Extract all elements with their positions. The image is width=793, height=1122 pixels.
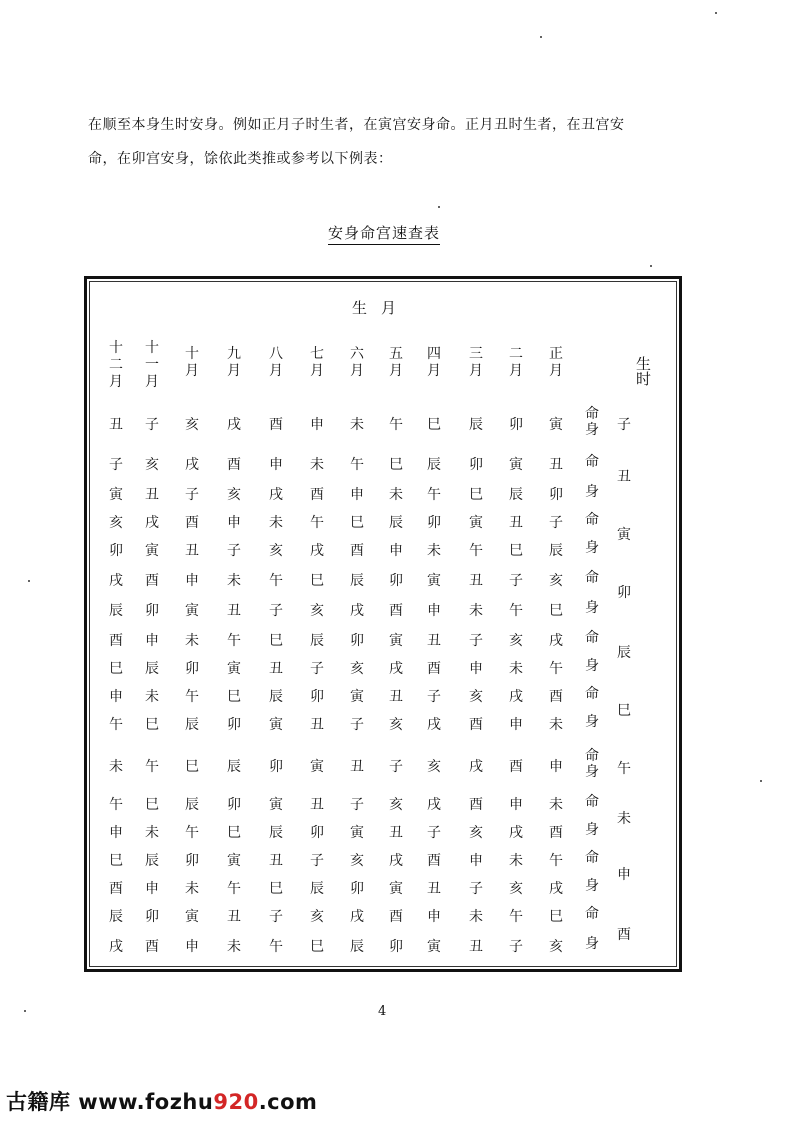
grid-cell: 子 [427,689,441,705]
grid-cell: 未 [109,759,123,775]
grid-cell: 午 [509,909,523,925]
grid-cell: 亥 [509,881,523,897]
grid-cell: 亥 [469,689,483,705]
scan-speck [438,206,440,208]
grid-cell: 丑 [185,543,199,559]
grid-cell: 辰 [310,881,324,897]
grid-cell: 申 [109,689,123,705]
grid-cell: 未 [509,853,523,869]
grid-cell: 亥 [549,573,563,589]
grid-cell: 辰 [145,853,159,869]
grid-cell: 卯 [227,717,241,733]
grid-cell: 巳 [427,417,441,433]
grid-cell: 寅 [185,909,199,925]
grid-cell: 辰 [469,417,483,433]
grid-cell: 辰 [269,825,283,841]
grid-cell: 子 [227,543,241,559]
grid-cell: 寅 [389,881,403,897]
grid-cell: 戌 [389,853,403,869]
grid-cell: 卯 [509,417,523,433]
grid-cell: 午 [185,689,199,705]
grid-cell: 申 [109,825,123,841]
grid-cell: 午 [145,759,159,775]
grid-cell: 申 [185,573,199,589]
grid-cell: 子 [310,661,324,677]
grid-cell: 未 [350,417,364,433]
grid-cell: 丑 [389,689,403,705]
month-header: 十 二 月 [109,340,123,390]
ming-shen-tag: 命 [585,454,599,470]
grid-cell: 辰 [509,487,523,503]
grid-cell: 寅 [109,487,123,503]
grid-cell: 巳 [350,515,364,531]
grid-cell: 子 [269,603,283,619]
grid-cell: 寅 [227,661,241,677]
grid-cell: 午 [227,633,241,649]
grid-cell: 酉 [185,515,199,531]
grid-cell: 丑 [549,457,563,473]
grid-cell: 丑 [109,417,123,433]
grid-cell: 巳 [389,457,403,473]
header-birth-month: 生月 [352,299,411,317]
watermark-suffix: .com [258,1090,318,1114]
grid-cell: 亥 [269,543,283,559]
grid-cell: 申 [427,909,441,925]
grid-cell: 巳 [185,759,199,775]
scan-speck [715,12,717,14]
grid-cell: 巳 [469,487,483,503]
grid-cell: 寅 [145,543,159,559]
grid-cell: 子 [549,515,563,531]
grid-cell: 卯 [389,573,403,589]
grid-cell: 戌 [549,881,563,897]
grid-cell: 卯 [389,939,403,955]
grid-cell: 卯 [310,689,324,705]
grid-cell: 酉 [310,487,324,503]
ming-shen-tag: 身 [585,878,599,894]
ming-shen-tag: 命 [585,906,599,922]
grid-cell: 午 [227,881,241,897]
grid-cell: 酉 [227,457,241,473]
ming-shen-tag: 命 [585,630,599,646]
grid-cell: 戌 [389,661,403,677]
grid-cell: 寅 [509,457,523,473]
grid-cell: 午 [310,515,324,531]
grid-cell: 卯 [350,633,364,649]
grid-cell: 卯 [269,759,283,775]
grid-cell: 辰 [109,603,123,619]
grid-cell: 亥 [389,797,403,813]
grid-cell: 寅 [350,689,364,705]
grid-cell: 未 [145,825,159,841]
grid-cell: 酉 [389,603,403,619]
page-number: 4 [378,1004,387,1019]
grid-cell: 午 [269,939,283,955]
ming-shen-tag: 命 [585,686,599,702]
grid-cell: 申 [509,797,523,813]
grid-cell: 戌 [469,759,483,775]
grid-cell: 未 [549,797,563,813]
month-header: 十 月 [185,346,199,379]
grid-cell: 午 [549,853,563,869]
grid-cell: 巳 [109,853,123,869]
grid-cell: 子 [509,573,523,589]
grid-cell: 戌 [427,717,441,733]
grid-cell: 辰 [389,515,403,531]
grid-cell: 戌 [310,543,324,559]
grid-cell: 戌 [350,909,364,925]
hour-label: 申 [617,867,631,883]
scan-speck [540,36,542,38]
grid-cell: 寅 [310,759,324,775]
grid-cell: 子 [389,759,403,775]
grid-cell: 亥 [310,603,324,619]
grid-cell: 申 [469,853,483,869]
grid-cell: 丑 [469,573,483,589]
ming-shen-tag: 命 [585,570,599,586]
ming-shen-tag: 命 身 [585,406,599,438]
grid-cell: 戌 [549,633,563,649]
grid-cell: 未 [185,881,199,897]
grid-cell: 寅 [427,573,441,589]
grid-cell: 戌 [145,515,159,531]
grid-cell: 巳 [269,881,283,897]
grid-cell: 申 [227,515,241,531]
grid-cell: 午 [109,717,123,733]
grid-cell: 酉 [109,633,123,649]
grid-cell: 辰 [145,661,159,677]
grid-cell: 子 [509,939,523,955]
grid-cell: 未 [310,457,324,473]
grid-cell: 酉 [145,573,159,589]
month-header: 正 月 [549,346,563,379]
grid-cell: 丑 [350,759,364,775]
grid-cell: 戌 [109,573,123,589]
grid-cell: 丑 [227,603,241,619]
grid-cell: 申 [350,487,364,503]
scan-speck [760,780,762,782]
grid-cell: 丑 [310,717,324,733]
grid-cell: 午 [109,797,123,813]
grid-cell: 辰 [227,759,241,775]
grid-cell: 午 [269,573,283,589]
month-header: 九 月 [227,346,241,379]
grid-cell: 未 [427,543,441,559]
grid-cell: 卯 [227,797,241,813]
grid-cell: 卯 [549,487,563,503]
grid-cell: 未 [469,603,483,619]
grid-cell: 未 [185,633,199,649]
grid-cell: 未 [227,573,241,589]
hour-label: 卯 [617,585,631,601]
grid-cell: 辰 [109,909,123,925]
grid-cell: 丑 [509,515,523,531]
grid-cell: 未 [145,689,159,705]
grid-cell: 申 [145,633,159,649]
grid-cell: 辰 [427,457,441,473]
grid-cell: 午 [549,661,563,677]
grid-cell: 巳 [310,939,324,955]
month-header: 四 月 [427,346,441,379]
grid-cell: 丑 [427,633,441,649]
grid-cell: 寅 [389,633,403,649]
grid-cell: 子 [350,717,364,733]
grid-cell: 寅 [185,603,199,619]
grid-cell: 丑 [145,487,159,503]
grid-cell: 戌 [185,457,199,473]
grid-cell: 午 [185,825,199,841]
ming-shen-tag: 命 [585,512,599,528]
grid-cell: 午 [427,487,441,503]
grid-cell: 丑 [427,881,441,897]
grid-cell: 戌 [269,487,283,503]
grid-cell: 酉 [109,881,123,897]
hour-label: 巳 [617,703,631,719]
grid-cell: 子 [427,825,441,841]
intro-line-1: 在顺至本身生时安身。例如正月子时生者，在寅宫安身命。正月丑时生者，在丑宫安 [88,117,625,133]
grid-cell: 卯 [145,909,159,925]
grid-cell: 亥 [310,909,324,925]
grid-cell: 丑 [269,853,283,869]
grid-cell: 寅 [269,717,283,733]
grid-cell: 亥 [227,487,241,503]
hour-label: 未 [617,811,631,827]
site-watermark [6,1086,317,1116]
grid-cell: 酉 [427,853,441,869]
grid-cell: 卯 [185,853,199,869]
grid-cell: 未 [269,515,283,531]
grid-cell: 申 [310,417,324,433]
grid-cell: 巳 [227,825,241,841]
scan-speck [24,1010,26,1012]
ming-shen-tag: 身 [585,822,599,838]
grid-cell: 酉 [509,759,523,775]
grid-cell: 亥 [469,825,483,841]
watermark-prefix: 古籍库 www.fozhu [6,1090,214,1114]
grid-cell: 戌 [427,797,441,813]
grid-cell: 卯 [427,515,441,531]
grid-cell: 子 [469,881,483,897]
header-birth-hour: 生时 [634,356,652,386]
month-header: 二 月 [509,346,523,379]
month-header: 六 月 [350,346,364,379]
grid-cell: 卯 [109,543,123,559]
grid-cell: 寅 [350,825,364,841]
grid-cell: 酉 [389,909,403,925]
grid-cell: 卯 [310,825,324,841]
grid-cell: 子 [269,909,283,925]
grid-cell: 巳 [549,603,563,619]
ming-shen-tag: 命 身 [585,748,599,780]
grid-cell: 寅 [427,939,441,955]
grid-cell: 酉 [145,939,159,955]
ming-shen-tag: 身 [585,540,599,556]
grid-cell: 戌 [509,689,523,705]
grid-cell: 子 [310,853,324,869]
month-header: 五 月 [389,346,403,379]
grid-cell: 申 [549,759,563,775]
grid-cell: 子 [145,417,159,433]
scan-speck [28,580,30,582]
month-header: 七 月 [310,346,324,379]
grid-cell: 申 [145,881,159,897]
grid-cell: 丑 [227,909,241,925]
grid-cell: 辰 [350,939,364,955]
grid-cell: 酉 [549,689,563,705]
ming-shen-tag: 命 [585,850,599,866]
month-header: 十 一 月 [145,340,159,390]
ming-shen-tag: 身 [585,600,599,616]
grid-cell: 辰 [185,797,199,813]
grid-cell: 亥 [427,759,441,775]
grid-cell: 酉 [427,661,441,677]
table-title: 安身命宫速查表 [328,222,440,245]
grid-cell: 亥 [509,633,523,649]
grid-cell: 未 [509,661,523,677]
grid-cell: 酉 [469,717,483,733]
grid-cell: 巳 [509,543,523,559]
ming-shen-tag: 身 [585,936,599,952]
grid-cell: 酉 [549,825,563,841]
grid-cell: 辰 [310,633,324,649]
hour-label: 子 [617,417,631,433]
ming-shen-tag: 命 [585,794,599,810]
ming-shen-tag: 身 [585,714,599,730]
grid-cell: 寅 [549,417,563,433]
grid-cell: 亥 [145,457,159,473]
grid-cell: 巳 [145,717,159,733]
grid-cell: 亥 [109,515,123,531]
grid-cell: 亥 [185,417,199,433]
grid-cell: 戌 [227,417,241,433]
grid-cell: 午 [389,417,403,433]
grid-cell: 丑 [269,661,283,677]
grid-cell: 酉 [350,543,364,559]
month-header: 八 月 [269,346,283,379]
grid-cell: 申 [469,661,483,677]
grid-cell: 卯 [469,457,483,473]
grid-cell: 午 [350,457,364,473]
grid-cell: 申 [427,603,441,619]
grid-cell: 未 [227,939,241,955]
ming-shen-tag: 身 [585,658,599,674]
grid-cell: 亥 [389,717,403,733]
grid-cell: 亥 [350,661,364,677]
grid-cell: 巳 [227,689,241,705]
hour-label: 辰 [617,645,631,661]
grid-cell: 未 [549,717,563,733]
intro-paragraph [88,108,708,176]
grid-cell: 未 [469,909,483,925]
grid-cell: 巳 [109,661,123,677]
hour-label: 丑 [617,469,631,485]
month-header: 三 月 [469,346,483,379]
hour-label: 午 [617,761,631,777]
grid-cell: 酉 [469,797,483,813]
grid-cell: 巳 [145,797,159,813]
grid-cell: 戌 [350,603,364,619]
grid-cell: 酉 [269,417,283,433]
grid-cell: 戌 [109,939,123,955]
grid-cell: 子 [109,457,123,473]
ming-shen-tag: 身 [585,484,599,500]
grid-cell: 丑 [469,939,483,955]
grid-cell: 申 [389,543,403,559]
grid-cell: 亥 [549,939,563,955]
grid-cell: 巳 [269,633,283,649]
grid-cell: 辰 [350,573,364,589]
grid-cell: 子 [350,797,364,813]
grid-cell: 巳 [549,909,563,925]
watermark-number: 920 [213,1090,259,1114]
scan-speck [650,265,652,267]
grid-cell: 申 [269,457,283,473]
grid-cell: 寅 [269,797,283,813]
hour-label: 寅 [617,527,631,543]
grid-cell: 丑 [389,825,403,841]
grid-cell: 亥 [350,853,364,869]
grid-cell: 辰 [185,717,199,733]
grid-cell: 辰 [269,689,283,705]
grid-cell: 丑 [310,797,324,813]
grid-cell: 申 [185,939,199,955]
grid-cell: 戌 [509,825,523,841]
grid-cell: 寅 [469,515,483,531]
grid-cell: 卯 [145,603,159,619]
grid-cell: 辰 [549,543,563,559]
intro-line-2: 命，在卯宫安身，馀依此类推或参考以下例表： [88,151,393,167]
grid-cell: 巳 [310,573,324,589]
grid-cell: 卯 [350,881,364,897]
grid-cell: 未 [389,487,403,503]
grid-cell: 申 [509,717,523,733]
grid-cell: 子 [469,633,483,649]
grid-cell: 子 [185,487,199,503]
grid-cell: 午 [509,603,523,619]
grid-cell: 寅 [227,853,241,869]
grid-cell: 午 [469,543,483,559]
grid-cell: 卯 [185,661,199,677]
hour-label: 酉 [617,927,631,943]
